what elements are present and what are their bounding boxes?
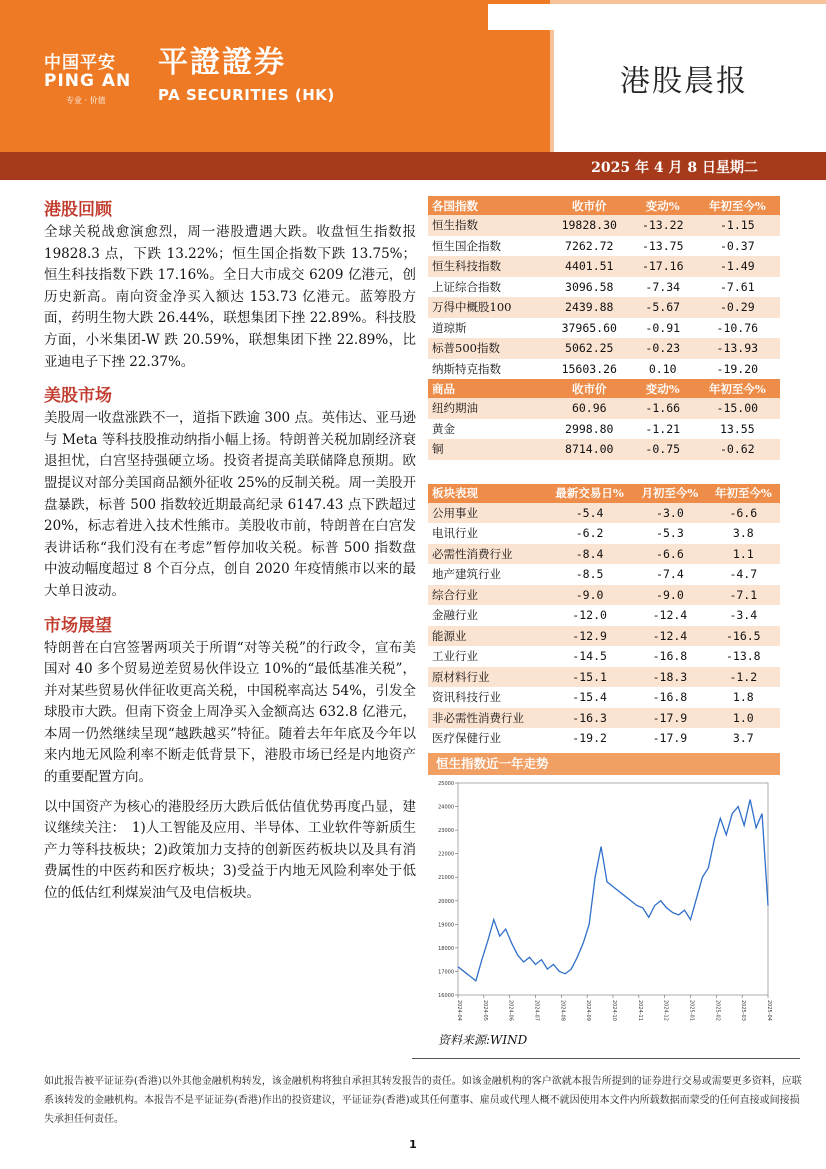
table-row <box>428 338 780 359</box>
x-tick-label: 2024-07 <box>533 999 540 1021</box>
table-cell: -13.93 <box>695 338 780 359</box>
table-cell: -6.2 <box>575 526 604 541</box>
table-cell: 0.10 <box>648 361 677 376</box>
table-cell: 60.96 <box>548 398 631 419</box>
table-row <box>428 215 780 236</box>
table-row <box>428 708 780 729</box>
table-cell: 综合行业 <box>428 585 546 606</box>
table-row <box>428 256 780 277</box>
table-row <box>428 728 780 749</box>
x-tick-label: 2025-02 <box>714 999 721 1021</box>
footer-rule <box>412 1058 800 1059</box>
x-tick-label: 2024-09 <box>585 999 592 1021</box>
column-header: 商品 <box>428 379 548 398</box>
table-cell: 万得中概股100 <box>428 297 548 318</box>
table-cell: 5062.25 <box>548 338 631 359</box>
data-source: 资料来源:WIND <box>438 1032 528 1047</box>
x-tick-label: 2024-08 <box>559 999 566 1021</box>
table-cell: 必需性消费行业 <box>428 544 546 565</box>
y-tick-label: 21000 <box>438 874 454 881</box>
table-cell: -7.4 <box>656 567 684 582</box>
hsi-series-line <box>458 799 768 980</box>
indices-table <box>428 196 780 460</box>
y-tick-label: 23000 <box>438 827 454 834</box>
x-tick-label: 2024-11 <box>636 999 643 1021</box>
table-cell: -7.1 <box>707 585 780 606</box>
section-title: 港股回顾 <box>44 200 112 220</box>
table-cell: -0.29 <box>695 297 780 318</box>
x-tick-label: 2024-10 <box>611 999 617 1021</box>
table-cell: -3.0 <box>633 503 706 524</box>
table-cell: -19.2 <box>572 731 607 746</box>
report-date: 2025 年 4 月 8 日星期二 <box>591 160 758 176</box>
table-row <box>428 439 780 460</box>
table-cell: 标普500指数 <box>428 338 548 359</box>
table-cell: -19.20 <box>716 361 759 376</box>
table-cell: 电讯行业 <box>432 526 478 541</box>
table-cell: 13.55 <box>720 421 755 436</box>
table-cell: -16.5 <box>707 626 780 647</box>
table-cell: -1.15 <box>695 215 780 236</box>
table-cell: -0.23 <box>631 338 695 359</box>
table-row <box>428 646 780 667</box>
table-cell: 原材料行业 <box>428 667 546 688</box>
table-cell: 恒生国企指数 <box>432 238 501 253</box>
page-number: 1 <box>409 1138 417 1151</box>
table-cell: -17.16 <box>631 256 695 277</box>
table-cell: -15.00 <box>695 398 780 419</box>
section-paragraph: 以中国资产为核心的港股经历大跌后低估值优势再度凸显，建议继续关注： 1)人工智能及应用、半导体、工业软件等新质生产力等科技板块；2)政策加力支持的创新医药板块以及具有消费属性的中医药和医疗板块；3)受益于内地无风险利率处于低位的低估红利煤炭油气及电信板块。 <box>44 798 416 902</box>
table-row <box>428 605 780 626</box>
table-cell: -1.21 <box>645 421 681 436</box>
table-cell: -0.75 <box>631 439 695 460</box>
plot-frame <box>458 783 768 995</box>
table-cell: 37965.60 <box>561 320 617 335</box>
y-tick-label: 18000 <box>438 945 454 952</box>
table-cell: -14.5 <box>572 649 607 664</box>
table-row <box>428 687 780 708</box>
table-cell: 恒生指数 <box>428 215 548 236</box>
table-cell: -5.4 <box>546 503 633 524</box>
table-row <box>428 564 780 585</box>
y-tick-label: 19000 <box>438 921 454 928</box>
table-cell: 8714.00 <box>548 439 631 460</box>
section-paragraph: 特朗普在白宫签署两项关于所谓“对等关税”的行政令，宣布美国对 40 多个贸易逆差贸易伙伴设立 10%的“最低基准关税”，并对某些贸易伙伴征收更高关税，中国税率高达 54%，引发全球股市大跌。但南下资金上周净买入金额高达 632.8 亿港元，本周一仍然继续呈现“越跌越买”特征。随着去年年底及今年以来内地无风险利率不断走低背景下，港股市场已经是内地资产的重要配置方向。 <box>44 639 416 786</box>
table-cell: 15603.26 <box>561 361 617 376</box>
table-cell: 2439.88 <box>548 297 631 318</box>
table-cell: -12.4 <box>633 626 706 647</box>
x-tick-label: 2025-01 <box>688 999 695 1021</box>
table-cell: -13.8 <box>725 649 761 664</box>
table-cell: 道琼斯 <box>432 320 467 335</box>
table-cell: -5.3 <box>656 526 684 541</box>
table-row <box>428 236 780 257</box>
table-cell: -6.6 <box>707 503 780 524</box>
table-cell: -18.3 <box>633 667 706 688</box>
table-cell: 金融行业 <box>432 608 478 623</box>
column-header: 各国指数 <box>428 196 548 215</box>
table-cell: 2998.80 <box>565 421 614 436</box>
y-tick-label: 22000 <box>438 851 454 858</box>
sector-table <box>428 484 780 749</box>
table-cell: -6.6 <box>633 544 706 565</box>
table-cell: -5.67 <box>631 297 695 318</box>
table-cell: -1.49 <box>695 256 780 277</box>
table-row <box>428 523 780 544</box>
y-tick-label: 20000 <box>438 898 454 905</box>
pingan-logo <box>44 48 131 106</box>
y-tick-label: 17000 <box>438 968 454 975</box>
section-title: 市场展望 <box>44 615 112 636</box>
table-cell: -12.9 <box>546 626 633 647</box>
table-row <box>428 419 780 440</box>
table-cell: -9.0 <box>546 585 633 606</box>
x-tick-label: 2024-05 <box>481 999 488 1021</box>
table-cell: -13.22 <box>631 215 695 236</box>
table-cell: 医疗保健行业 <box>432 731 501 746</box>
table-row <box>428 359 780 380</box>
table-cell: -1.2 <box>707 667 780 688</box>
table-cell: 7262.72 <box>565 238 614 253</box>
table-row <box>428 318 780 339</box>
table-cell: -17.9 <box>652 731 688 746</box>
y-tick-label: 24000 <box>438 804 454 811</box>
pa-securities-logo <box>158 46 335 104</box>
table-cell: -10.76 <box>716 320 759 335</box>
table-cell: 能源业 <box>428 626 546 647</box>
table-cell: -16.3 <box>546 708 633 729</box>
table-cell: 1.8 <box>732 690 754 705</box>
logo-en: PING AN <box>44 71 132 91</box>
section-paragraph: 全球关税战愈演愈烈，周一港股遭遇大跌。收盘恒生指数报 19828.3 点，下跌 13.22%；恒生国企指数下跌 13.75%；恒生科技指数下跌 17.16%。全日大市成交 6209 亿港元，创历史新高。南向资金净买入额达 153.73 亿港元。蓝筹股方面，药明生物大跌 26.44%，联想集团下挫 22.89%。科技股方面，小米集团-W 跌 20.59%，联想集团下挫 22.89%，比亚迪电子下挫 22.37%。 <box>44 224 416 370</box>
table-cell: -0.37 <box>720 238 755 253</box>
column-header: 收市价 <box>548 196 631 215</box>
table-cell: 3.7 <box>732 731 754 746</box>
table-cell: 工业行业 <box>432 649 478 664</box>
table-cell: 地产建筑行业 <box>432 567 501 582</box>
x-tick-label: 2024-06 <box>507 999 514 1021</box>
table-row <box>428 503 780 524</box>
column-header: 变动% <box>631 379 695 398</box>
table-cell: 铜 <box>428 439 548 460</box>
table-cell: 上证综合指数 <box>432 279 501 294</box>
table-row <box>428 585 780 606</box>
table-row <box>428 544 780 565</box>
report-title: 港股晨报 <box>620 64 748 99</box>
brand-en: PA SECURITIES (HK) <box>158 86 335 104</box>
section-title: 美股市场 <box>44 386 112 407</box>
table-cell: -15.1 <box>546 667 633 688</box>
table-cell: -4.7 <box>729 567 758 582</box>
table-cell: 纽约期油 <box>428 398 548 419</box>
hsi-line-chart <box>428 775 780 1025</box>
column-header: 收市价 <box>548 379 631 398</box>
disclaimer-text: 如此报告被平证证券(香港)以外其他金融机构转发，该金融机构将独自承担其转发报告的责任。如该金融机构的客户欲就本报告所提到的证券进行交易或需要更多资料，应联系该转发的金融机构。本报告不是平证证券(香港)作出的投资建议，平证证券(香港)或其任何董事、雇员或代理人概不就因使用本文件内所载数据而蒙受的任何直接或间接损失承担任何责任。 <box>44 1076 802 1125</box>
table-cell: -15.4 <box>572 690 607 705</box>
table-row <box>428 277 780 298</box>
table-cell: -16.8 <box>652 649 688 664</box>
table-cell: 非必需性消费行业 <box>428 708 546 729</box>
table-cell: -8.5 <box>575 567 604 582</box>
logo-tag: 专业 · 价值 <box>66 96 106 105</box>
column-header: 年初至今% <box>695 196 780 215</box>
table-row <box>428 297 780 318</box>
disclaimer <box>44 1072 804 1129</box>
table-cell: 恒生科技指数 <box>428 256 548 277</box>
table-cell: -16.8 <box>652 690 688 705</box>
table-cell: 公用事业 <box>428 503 546 524</box>
column-header: 年初至今% <box>695 379 780 398</box>
x-tick-label: 2024-12 <box>662 999 669 1021</box>
table-cell: -7.34 <box>645 279 681 294</box>
table-cell: 3096.58 <box>565 279 614 294</box>
brand-cn: 平證證券 <box>158 45 286 80</box>
table-cell: -12.4 <box>652 608 688 623</box>
commentary-column <box>44 195 416 905</box>
logo-cn: 中国平安 <box>44 53 116 73</box>
column-header: 月初至今% <box>633 484 706 503</box>
table-row <box>428 626 780 647</box>
table-cell: -17.9 <box>633 708 706 729</box>
table-cell: 19828.30 <box>548 215 631 236</box>
table-cell: -7.61 <box>720 279 755 294</box>
table-cell: -0.62 <box>695 439 780 460</box>
table-cell: -8.4 <box>546 544 633 565</box>
table-cell: -0.91 <box>645 320 681 335</box>
section-paragraph: 美股周一收盘涨跌不一，道指下跌逾 300 点。英伟达、亚马逊与 Meta 等科技股推动纳指小幅上扬。特朗普关税加剧经济衰退担忧，白宫坚持强硬立场。投资者提高美联储降息预期。欧盟提议对部分美国商品额外征收 25%的反制关税。周一美股开盘暴跌，标普 500 指数较近期最高纪录 6147.43 点下跌超过 20%，标志着进入技术性熊市。美股收市前，特朗普在白宫发表讲话称“我们没有在考虑”暂停加收关税。标普 500 指数盘中波动幅度超过 8 个百分点，创自 2020 年疫情熊市以来的最大单日波动。 <box>44 410 416 599</box>
x-tick-label: 2025-04 <box>766 999 772 1021</box>
chart-title: 恒生指数近一年走势 <box>428 753 780 775</box>
table-cell: 资讯科技行业 <box>432 690 501 705</box>
table-cell: -3.4 <box>729 608 758 623</box>
column-header: 年初至今% <box>707 484 780 503</box>
table-cell: 黄金 <box>432 421 455 436</box>
table-cell: 3.8 <box>732 526 754 541</box>
column-header: 变动% <box>631 196 695 215</box>
table-row <box>428 667 780 688</box>
header-white-bar <box>488 4 826 30</box>
table-cell: -1.66 <box>631 398 695 419</box>
column-header: 最新交易日% <box>546 484 633 503</box>
y-tick-label: 16000 <box>438 992 454 999</box>
table-cell: 1.1 <box>707 544 780 565</box>
table-cell: -9.0 <box>633 585 706 606</box>
data-column <box>428 196 780 1048</box>
table-cell: -13.75 <box>641 238 684 253</box>
x-tick-label: 2024-04 <box>456 999 462 1021</box>
x-tick-label: 2025-03 <box>740 999 747 1021</box>
table-cell: 4401.51 <box>548 256 631 277</box>
column-header: 板块表现 <box>428 484 546 503</box>
page-header <box>0 0 826 180</box>
table-row <box>428 398 780 419</box>
table-cell: -12.0 <box>572 608 607 623</box>
y-tick-label: 25000 <box>438 780 454 787</box>
table-cell: 1.0 <box>707 708 780 729</box>
table-cell: 纳斯特克指数 <box>432 361 501 376</box>
